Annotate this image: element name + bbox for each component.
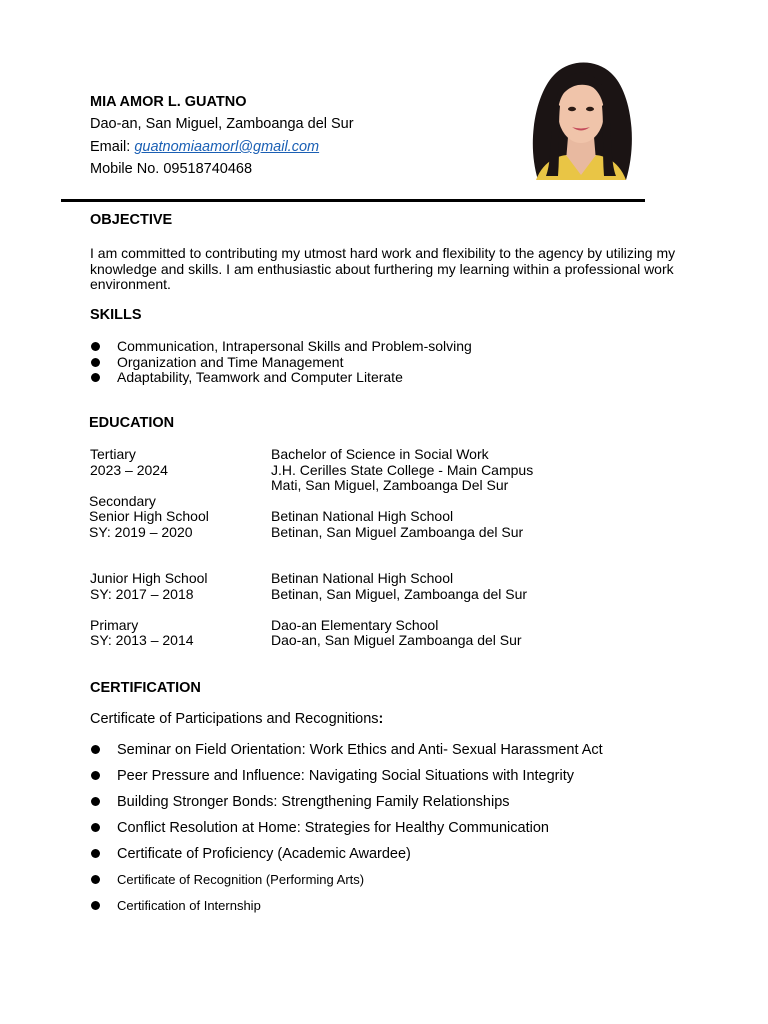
senior-high-years: SY: 2019 – 2020 — [89, 524, 193, 540]
bullet-icon — [91, 849, 100, 858]
bullet-icon — [91, 875, 100, 884]
bullet-icon — [91, 342, 100, 351]
tertiary-years: 2023 – 2024 — [90, 462, 168, 478]
list-item: Building Stronger Bonds: Strengthening Family Relationships — [90, 793, 603, 819]
senior-high-location: Betinan, San Miguel Zamboanga del Sur — [271, 524, 524, 540]
list-item: Communication, Intrapersonal Skills and Problem-solving — [90, 339, 472, 355]
certification-list — [90, 741, 603, 923]
applicant-name: MIA AMOR L. GUATNO — [90, 94, 247, 110]
skills-heading: SKILLS — [90, 307, 142, 323]
email-line — [90, 139, 319, 155]
email-link[interactable]: guatnomiaamorl@gmail.com — [134, 139, 320, 155]
list-item: Organization and Time Management — [90, 355, 472, 371]
certification-intro: Certificate of Participations and Recognitions: — [90, 711, 384, 727]
certification-heading: CERTIFICATION — [90, 680, 201, 696]
bullet-icon — [91, 823, 100, 832]
address: Dao-an, San Miguel, Zamboanga del Sur — [90, 116, 354, 132]
primary-school: Dao-an Elementary School — [271, 617, 439, 633]
primary-level: Primary — [90, 617, 139, 633]
primary-location: Dao-an, San Miguel Zamboanga del Sur — [271, 632, 522, 648]
bullet-icon — [91, 771, 100, 780]
bullet-icon — [91, 745, 100, 754]
primary-years: SY: 2013 – 2014 — [90, 632, 194, 648]
skills-list — [90, 339, 472, 386]
junior-high-school: Betinan National High School — [271, 570, 454, 586]
list-item: Adaptability, Teamwork and Computer Literate — [90, 370, 472, 386]
tertiary-level: Tertiary — [90, 446, 136, 462]
junior-high-label: Junior High School — [90, 570, 208, 586]
email-label: Email: — [90, 139, 135, 155]
bullet-icon — [91, 901, 100, 910]
senior-high-label: Senior High School — [89, 508, 209, 524]
tertiary-degree: Bachelor of Science in Social Work — [271, 446, 489, 462]
objective-text: I am committed to contributing my utmost hard work and flexibility to the agency by utilizing my knowledge and skills. I am enthusiastic about furthering my learning within a professional work environment. — [90, 245, 676, 292]
mobile-number: Mobile No. 09518740468 — [90, 161, 253, 177]
objective-heading: OBJECTIVE — [90, 212, 173, 228]
header-divider — [61, 199, 645, 202]
list-item: Conflict Resolution at Home: Strategies for Healthy Communication — [90, 819, 603, 845]
junior-high-years: SY: 2017 – 2018 — [90, 586, 194, 602]
tertiary-location: Mati, San Miguel, Zamboanga Del Sur — [271, 477, 509, 493]
tertiary-school: J.H. Cerilles State College - Main Campus — [271, 462, 534, 478]
bullet-icon — [91, 358, 100, 367]
bullet-icon — [91, 797, 100, 806]
education-heading: EDUCATION — [89, 415, 175, 431]
list-item: Certificate of Recognition (Performing Arts) — [90, 871, 603, 897]
list-item: Peer Pressure and Influence: Navigating Social Situations with Integrity — [90, 767, 603, 793]
profile-photo — [516, 51, 645, 180]
senior-high-school: Betinan National High School — [271, 508, 454, 524]
bullet-icon — [91, 373, 100, 382]
list-item: Certification of Internship — [90, 897, 603, 923]
list-item: Seminar on Field Orientation: Work Ethics and Anti- Sexual Harassment Act — [90, 741, 603, 767]
junior-high-location: Betinan, San Miguel, Zamboanga del Sur — [271, 586, 528, 602]
secondary-level: Secondary — [89, 493, 156, 509]
list-item: Certificate of Proficiency (Academic Awardee) — [90, 845, 603, 871]
